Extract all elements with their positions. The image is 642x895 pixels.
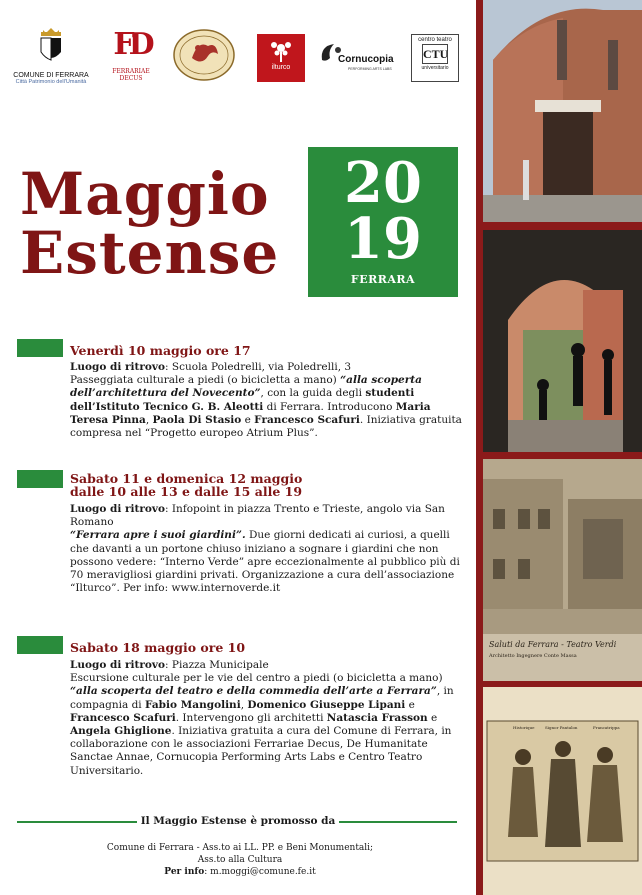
event-1-person-2: Paola Di Stasio <box>152 413 242 426</box>
event-2-emphasis: “Ferrara apre i suoi giardini”. <box>70 529 246 542</box>
event-3-sep-1: , <box>240 698 248 711</box>
event-3-tag <box>17 636 63 654</box>
logo-decus-name: FERRARIAE DECUS <box>112 68 150 82</box>
event-1-meeting-label: Luogo di ritrovo <box>70 361 166 373</box>
engraving-label-1: Historique <box>513 725 535 730</box>
coat-of-arms-icon <box>38 28 64 66</box>
footer-line-2: Ass.to alla Cultura <box>197 855 283 865</box>
engraving-label-2: Signor Pantalon <box>545 725 578 730</box>
event-3-text-3: . Intervengono gli architetti <box>175 711 327 724</box>
event-1-emphasis: “alla scoperta dell’architettura del Novecento” <box>70 374 422 400</box>
event-1-text-3: di Ferrara. Introducono <box>263 400 396 413</box>
title-line-2: Estense <box>20 219 280 287</box>
postcard-caption-2: Architetto Ingegnere Conte Massa <box>489 653 577 659</box>
postcard-caption-1: Saluti da Ferrara - Teatro Verdi <box>489 640 617 649</box>
event-1-body <box>70 361 470 440</box>
event-2-date-line-1: Sabato 11 e domenica 12 maggio <box>70 471 303 486</box>
event-2-meeting-place: : Infopoint in piazza Trento e Trieste, angolo via San Romano <box>70 503 445 529</box>
event-3-sep-3: e <box>427 711 438 724</box>
photo-teatro-verdi-postcard <box>483 459 642 681</box>
event-2-body <box>70 503 470 595</box>
photo-commedia-engraving <box>483 687 642 895</box>
logo-ferrariae-decus <box>103 28 159 88</box>
event-1-tag <box>17 339 63 357</box>
footer-info-email[interactable]: : m.moggi@comune.fe.it <box>204 867 316 877</box>
event-1-text-1: Passeggiata culturale a piedi (o bicicletta a mano) <box>70 374 341 387</box>
event-3-person-1: Fabio Mangolini <box>145 698 241 711</box>
event-1-person-3: Francesco Scafuri <box>254 413 360 426</box>
event-2-text: Due giorni dedicati ai curiosi, a quelli che davanti a un portone chiuso iniziano a sognare i giardini che non possono vedere: “Interno Verde” apre eccezionalmente al pubblico più di 70 meravigliosi giardini privati. Organizzazione a cura dell’associazione “Ilturco”. Per info: www.internoverde.it <box>70 529 460 595</box>
event-3-date: Sabato 18 maggio ore 10 <box>70 640 246 655</box>
title-line-1: Maggio <box>20 160 270 228</box>
event-1-students: studenti dell’Istituto Tecnico G. B. Aleotti <box>70 387 415 413</box>
year-box <box>308 147 458 297</box>
promo-line <box>0 815 476 827</box>
event-3-text-2: , in compagnia di <box>70 685 454 711</box>
event-3-text-1: Escursione culturale per le vie del centro a piedi (o bicicletta a mano) <box>70 672 443 685</box>
logo-centro-teatro-universitario <box>411 34 459 82</box>
event-3-sep-2: e <box>405 698 415 711</box>
round-emblem-icon <box>172 28 236 82</box>
photo-arcade-courtyard <box>483 230 642 452</box>
event-1-sep-2: e <box>241 413 255 426</box>
event-3-meeting-label: Luogo di ritrovo <box>70 659 166 671</box>
event-2-date-line-2: dalle 10 alle 13 e dalle 15 alle 19 <box>70 484 303 499</box>
event-3-emphasis: “alla scoperta del teatro e della commedia dell’arte a Ferrara” <box>70 685 437 698</box>
logo-cornucopia-name: Cornucopia <box>338 54 394 65</box>
event-1-sep-1: , <box>145 413 153 426</box>
logo-cornucopia <box>318 28 394 88</box>
event-1-text-4: . Iniziativa gratuita compresa nel “Progetto europeo Atrium Plus”. <box>70 413 462 440</box>
logo-ctu-monogram: CTU <box>422 44 448 64</box>
logo-ctu-top: centro teatro <box>418 37 452 43</box>
logo-decus-monogram: FD <box>113 27 149 62</box>
logo-ilturco <box>257 34 305 82</box>
photo-modernist-building <box>483 0 642 222</box>
event-2-meeting-label: Luogo di ritrovo <box>70 503 166 515</box>
year-city: FERRARA <box>350 273 416 286</box>
event-2-tag <box>17 470 63 488</box>
logo-comune-ferrara <box>12 28 90 88</box>
footer-info <box>60 866 420 878</box>
year-bottom: 19 <box>344 206 422 272</box>
event-3-person-4: Natascia Frasson <box>326 711 428 724</box>
logo-comune-tagline: Città Patrimonio dell'Umanità <box>15 79 87 85</box>
footer-info-label: Per info <box>164 867 205 877</box>
footer <box>60 842 420 878</box>
event-1-person-1: Maria Teresa Pinna <box>70 400 431 426</box>
flower-icon <box>257 36 305 66</box>
logo-de-humanitate <box>172 28 236 88</box>
engraving-label-3: Francatrippa <box>593 725 620 730</box>
promo-text: Il Maggio Estense è promosso da <box>137 815 340 827</box>
event-3-body <box>70 659 470 778</box>
logo-cornucopia-sub: PERFORMING ARTS LABS <box>348 67 392 71</box>
event-3-meeting-place: : Piazza Municipale <box>165 659 269 671</box>
logo-ilturco-name: ilturco <box>271 64 291 71</box>
event-1-date: Venerdì 10 maggio ore 17 <box>70 343 251 358</box>
event-3-text-4: . Iniziativa gratuita a cura del Comune di Ferrara, in collaborazione con le associazioni Ferrariae Decus, De Humanitate Sanctae Annae, Cornucopia Performing Arts Labs e Centro Teatro Universitario. <box>70 725 452 777</box>
event-3-person-5: Angela Ghiglione <box>70 725 172 738</box>
year-top: 20 <box>344 150 422 216</box>
event-2-date <box>70 472 302 498</box>
logo-comune-name: COMUNE DI FERRARA <box>13 72 89 79</box>
logo-ctu-bottom: universitario <box>421 65 449 71</box>
event-1-text-2: , con la guida degli <box>260 387 366 400</box>
event-3-person-3: Francesco Scafuri <box>70 711 176 724</box>
event-1-meeting-place: : Scuola Poledrelli, via Poledrelli, 3 <box>165 361 352 373</box>
event-3-person-2: Domenico Giuseppe Lipani <box>247 698 406 711</box>
footer-line-1: Comune di Ferrara - Ass.to ai LL. PP. e Beni Monumentali; <box>106 843 374 853</box>
